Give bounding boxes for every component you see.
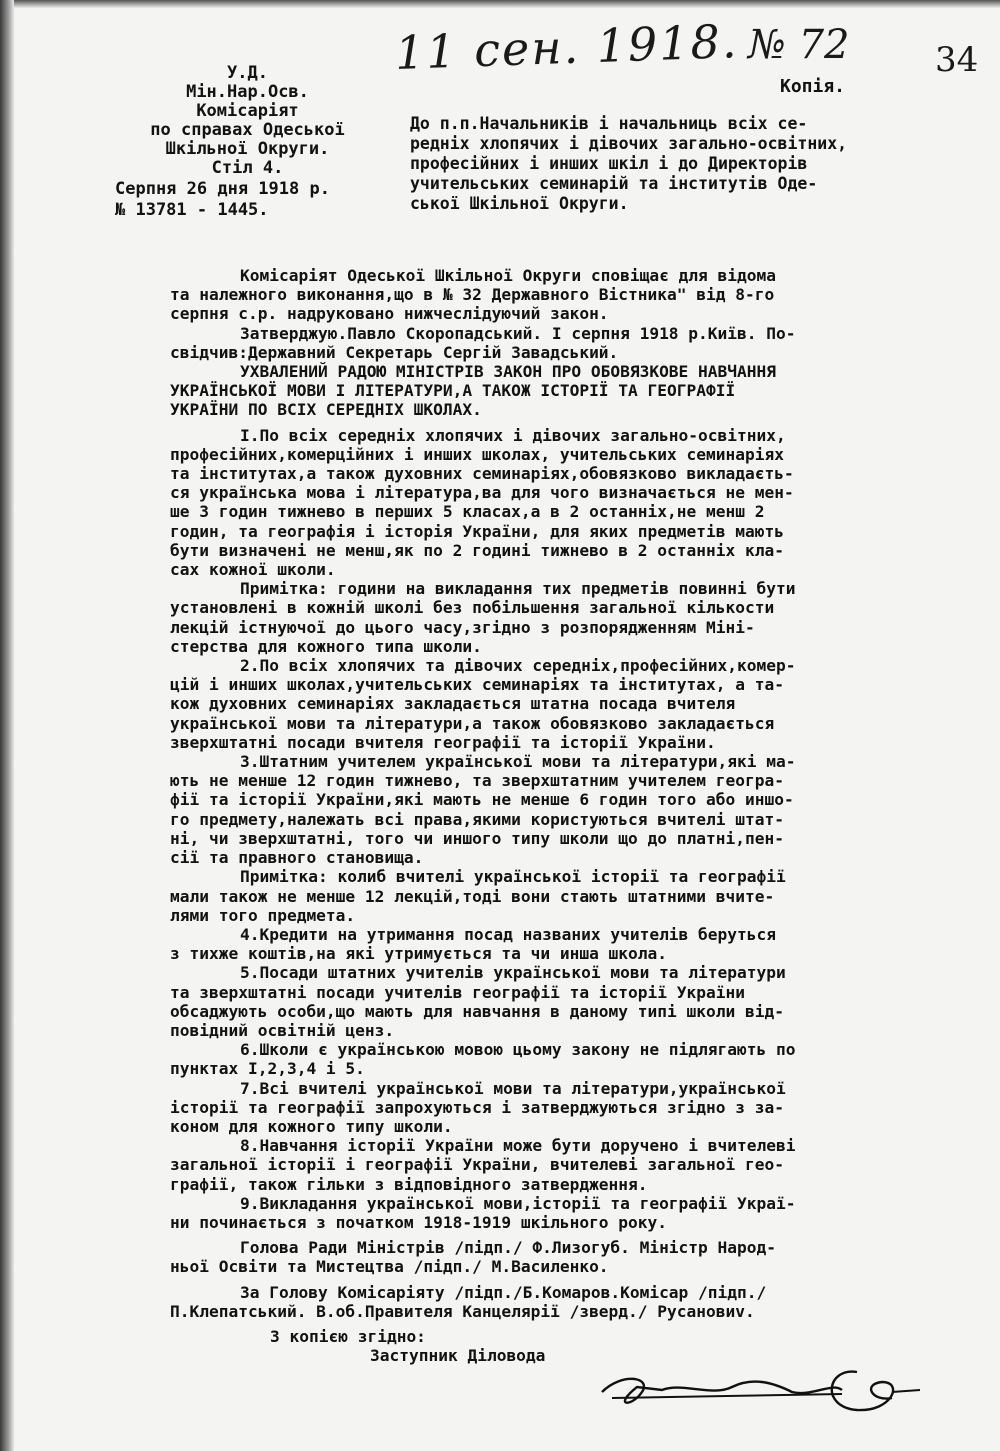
body-line: ні, чи зверхштатні, того чи иншого типу школи що до платні,пен- [170,828,784,848]
body-line: УКРАЇНСЬКОЇ МОВИ І ЛІТЕРАТУРИ,А ТАКОЖ ІСТОРІЇ ТА ГЕОГРАФІЇ [170,381,736,401]
body-line: ньої Освіти та Мистецтва /підп./ М.Василенко. [170,1257,609,1277]
handwritten-number: № 72 [748,22,850,68]
scan-edge-left [0,0,14,1451]
page-number: 34 [935,40,979,80]
body-line: історії та географії запрохуються і затверджуються згідно з за- [170,1097,784,1117]
sender-line: Комісаріят [196,101,299,121]
sender-line: Мін.Нар.Осв. [186,82,309,102]
body-line: Заступник Діловода [370,1346,546,1366]
body-line: установлені в кожній школі без побільшення загальної кількости [170,598,775,618]
body-line: 2.По всіх хлопячих та дівочих середніх,професійних,комер- [240,656,796,676]
body-line: ни починається з початком 1918-1919 шкільного року. [170,1212,668,1232]
body-line: ся українська мова і література,ва для чого визначається не мен- [170,483,794,503]
body-line: та зверхштатні посади учителів географії та історії України [170,982,745,1002]
handwritten-signature [592,1352,922,1422]
date-line: Серпня 26 дня 1918 р. [115,179,330,199]
body-line: стерства для кожного типа школи. [170,636,482,656]
body-line: З копією згідно: [270,1326,426,1346]
addressee-line: редніх хлопячих і дівочих загально-освітних, [410,134,848,153]
addressee-line: професійних і инших шкіл і до Директорів [410,154,808,173]
sender-block [115,64,380,220]
addressee-line: ської Шкільної Округи. [410,194,629,213]
body-line: П.Клепатський. В.об.Правителя Канцелярії /зверд./ Русановиv. [170,1301,755,1321]
body-line: фії та історії України,які мають не менше 6 годин того або иншо- [170,790,794,810]
body-line: ють не менше 12 годин тижнево, та зверхштатним учителем геогра- [170,771,784,791]
body-line: УХВАЛЕНИЙ РАДОЮ МІНІСТРІВ ЗАКОН ПРО ОБОВЯЗКОВЕ НАВЧАННЯ [240,362,777,382]
body-line: обсаджують особи,що мають для навчання в даному типі школи від- [170,1001,784,1021]
body-line: свідчив:Державний Секретарь Сергій Завадський. [170,342,619,362]
body-line: Комісаріят Одеської Шкільної Округи сповіщає для відома [240,266,777,285]
body-line: 5.Посади штатних учителів української мови та літератури [240,963,786,983]
body-line: годин, та географія і історія України, для яких предметів мають [170,521,784,541]
body-line: цій і инших школах,учительських семинаріях та інститутах, а та- [170,675,784,695]
body-line: Примітка: години на викладання тих предметів повинні бути [240,579,796,599]
body-line: коном для кожного типу школи. [170,1116,453,1136]
body-line: 6.Школи є українською мовою цьому закону не підлягають по [240,1040,796,1060]
body-line: Затверджую.Павло Скоропадський. І серпня 1918 р.Київ. По- [240,323,796,343]
body-line: повідний освітній ценз. [170,1020,395,1040]
copy-label: Копія. [780,76,846,97]
body-line: УКРАЇНИ ПО ВСІХ СЕРЕДНІХ ШКОЛАХ. [170,400,482,420]
body-line: 4.Кредити на утримання посад названих учителів беруться [240,924,777,944]
body-line: бути визначені не менш,як по 2 годині тижнево в 2 останніх кла- [170,540,784,560]
body-line: 9.Викладання української мови,історії та географії Украї- [240,1193,796,1213]
body-line: професійних,комерційних і инших школах, учительських семинаріях [170,444,784,464]
sender-line: У.Д. [227,63,268,83]
body-line: сії та правного становища. [170,848,424,868]
body-line: Голова Ради Міністрів /підп./ Ф.Лизогуб. Міністр Народ- [240,1238,777,1258]
body-line: сах кожної школи. [170,560,336,580]
scan-edge-top [0,0,1000,8]
document-body [170,266,960,1365]
body-line: графії, також гільки з відповідного затвердження. [170,1174,648,1194]
body-line: За Голову Комісаріяту /підп./Б.Комаров.Комісар /підп./ [240,1282,767,1302]
sender-line: Шкільної Округи. [165,139,330,159]
sender-line: по справах Одеської [150,120,345,140]
body-line: зверхштатні посади вчителя географії та історії України. [170,732,716,752]
addressee-line: учительських семинарій та інститутів Оде- [410,174,818,193]
body-line: 7.Всі вчителі української мови та літератури,української [240,1078,786,1098]
body-line: мали також не менше 12 лекцій,тоді вони стають штатними вчите- [170,886,775,906]
body-line: Примітка: колиб вчителі української історії та географії [240,867,786,887]
body-line: лями того предмета. [170,905,356,925]
body-line: з тихже коштів,на які утримується та чи инша школа. [170,944,668,964]
body-line: ше 3 годин тижнево в перших 5 класах,а в 2 останніх,не менш 2 [170,502,765,522]
body-line: 8.Навчання історії України може бути доручено і вчителеві [240,1136,796,1156]
body-line: та належного виконання,що в № 32 Державного Вістника" від 8-го [170,285,775,305]
handwritten-date: 11 сен. 1918. [394,14,740,80]
document-number: № 13781 - 1445. [115,200,269,220]
sender-line: Стіл 4. [211,158,284,178]
body-line: кож духовних семинаріях закладається штатна посада вчителя [170,694,736,714]
body-line: та інститутах,а також духовних семинаріях,обовязково викладаєть- [170,464,794,484]
body-line: загальної історії і географії України, вчителеві загальної гео- [170,1155,784,1175]
body-line: І.По всіх середніх хлопячих і дівочих загально-освітних, [240,425,786,445]
body-line: пунктах І,2,3,4 і 5. [170,1059,365,1079]
body-line: го предмету,належать всі права,якими користуються вчителі штат- [170,809,784,829]
body-line: серпня с.р. надруковано нижчеслідуючий закон. [170,304,609,324]
addressee-line: До п.п.Начальників і начальниць всіх се- [410,114,808,133]
addressee-block [410,114,965,214]
body-line: лекцій істнуючої до цього часу,згідно з розпорядженням Міні- [170,617,755,637]
body-line: української мови та літератури,а також обовязково закладається [170,713,775,733]
body-line: 3.Штатним учителем української мови та літератури,які ма- [240,752,796,772]
